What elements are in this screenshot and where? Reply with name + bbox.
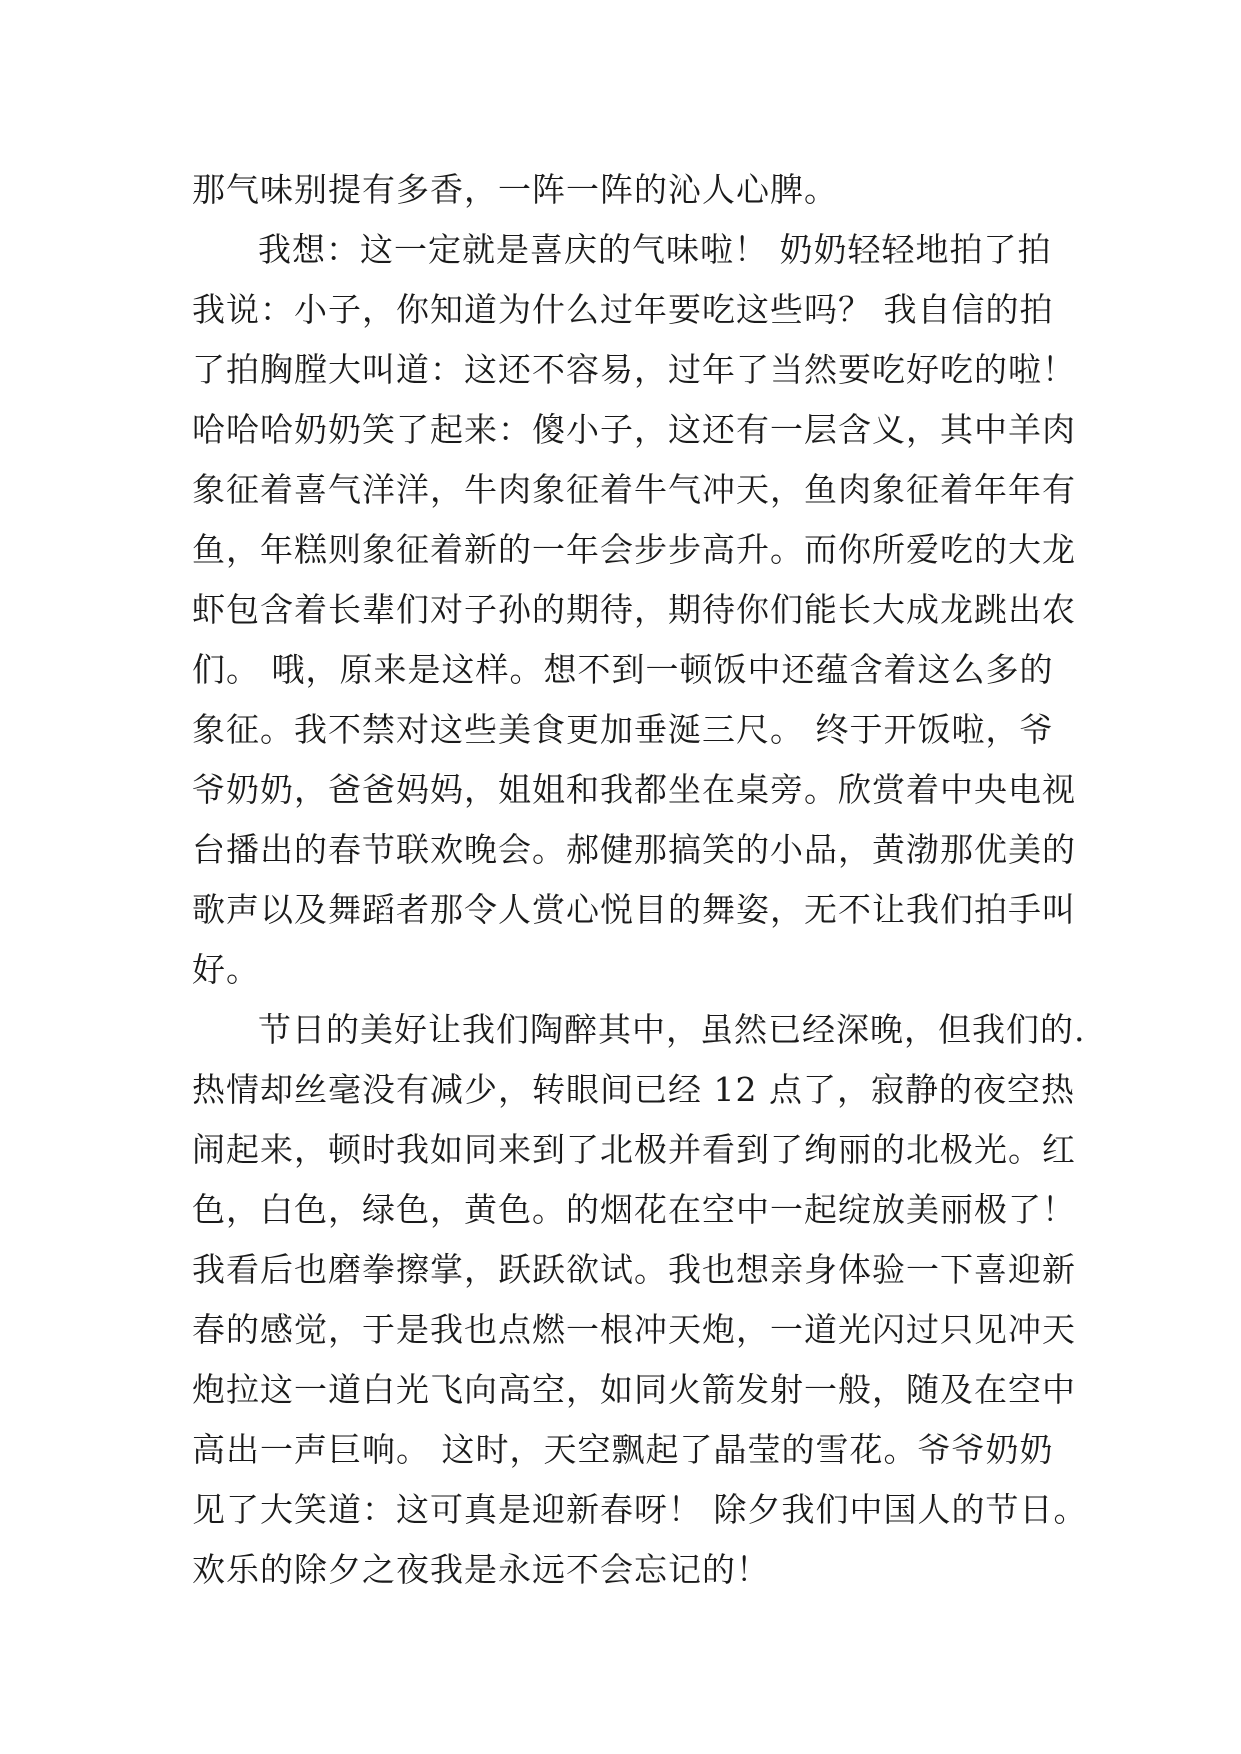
- text-line: 好。: [192, 950, 260, 989]
- document-body: [192, 160, 1088, 1600]
- text-line: 欢乐的除夕之夜我是永远不会忘记的！: [192, 1550, 770, 1589]
- text-line: 那气味别提有多香，一阵一阵的沁人心脾。: [192, 170, 838, 209]
- text-line: 虾包含着长辈们对子孙的期待，期待你们能长大成龙跳出农: [192, 590, 1076, 629]
- text-line: 我看后也磨拳擦掌，跃跃欲试。我也想亲身体验一下喜迎新: [192, 1250, 1076, 1289]
- text-line: 了拍胸膛大叫道：这还不容易，过年了当然要吃好吃的啦！: [192, 350, 1076, 389]
- text-line: 见了大笑道：这可真是迎新春呀！ 除夕我们中国人的节日。: [192, 1490, 1088, 1529]
- text-line: 炮拉这一道白光飞向高空，如同火箭发射一般，随及在空中: [192, 1370, 1076, 1409]
- text-line: 们。 哦，原来是这样。想不到一顿饭中还蕴含着这么多的: [192, 650, 1054, 689]
- paragraph-start-line: 我想：这一定就是喜庆的气味啦！ 奶奶轻轻地拍了拍: [258, 230, 1052, 269]
- text-line: 色，白色，绿色，黄色。的烟花在空中一起绽放美丽极了！: [192, 1190, 1076, 1229]
- text-line: 爷奶奶，爸爸妈妈，姐姐和我都坐在桌旁。欣赏着中央电视: [192, 770, 1076, 809]
- text-line: 春的感觉，于是我也点燃一根冲天炮，一道光闪过只见冲天: [192, 1310, 1076, 1349]
- text-line: 歌声以及舞蹈者那令人赏心悦目的舞姿，无不让我们拍手叫: [192, 890, 1076, 929]
- text-line: 热情却丝毫没有减少，转眼间已经 12 点了，寂静的夜空热: [192, 1070, 1075, 1109]
- text-line: 鱼，年糕则象征着新的一年会步步高升。而你所爱吃的大龙: [192, 530, 1076, 569]
- text-line: 我说：小子，你知道为什么过年要吃这些吗？ 我自信的拍: [192, 290, 1054, 329]
- text-line: 台播出的春节联欢晚会。郝健那搞笑的小品，黄渤那优美的: [192, 830, 1076, 869]
- text-line: 哈哈哈奶奶笑了起来：傻小子，这还有一层含义，其中羊肉: [192, 410, 1076, 449]
- paragraph-start-line: 节日的美好让我们陶醉其中，虽然已经深晚，但我们的.: [258, 1010, 1086, 1049]
- text-line: 象征。我不禁对这些美食更加垂涎三尺。 终于开饭啦，爷: [192, 710, 1054, 749]
- text-line: 象征着喜气洋洋，牛肉象征着牛气冲天，鱼肉象征着年年有: [192, 470, 1076, 509]
- text-line: 闹起来，顿时我如同来到了北极并看到了绚丽的北极光。红: [192, 1130, 1076, 1169]
- text-line: 高出一声巨响。 这时，天空飘起了晶莹的雪花。爷爷奶奶: [192, 1430, 1054, 1469]
